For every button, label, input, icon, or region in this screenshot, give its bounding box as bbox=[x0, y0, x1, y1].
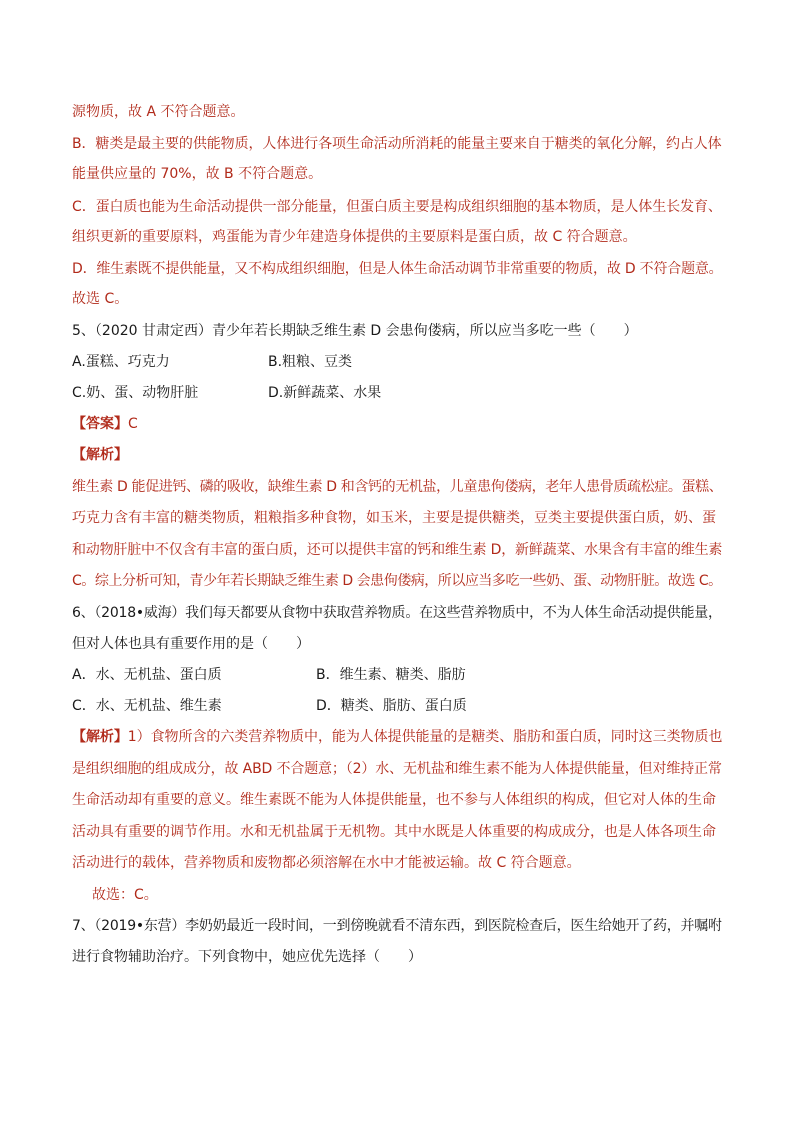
prev-answer-line-1: 源物质，故 A 不符合题意。 bbox=[72, 104, 245, 120]
analysis-text: 1）食物所含的六类营养物质中，能为人体提供能量的是糖类、脂肪和蛋白质，同时这三类物质也 bbox=[127, 729, 723, 745]
q5-option-a: A.蛋糕、巧克力 bbox=[72, 354, 170, 370]
analysis-label: 【解析】 bbox=[72, 729, 128, 745]
prev-answer-line-6: D．维生素既不提供能量，又不构成组织细胞，但是人体生命活动调节非常重要的物质，故 D 不符合题意。 bbox=[72, 261, 723, 277]
q6-option-b: B．维生素、糖类、脂肪 bbox=[316, 667, 466, 683]
q5-stem: 5、（2020 甘肃定西）青少年若长期缺乏维生素 D 会患佝偻病，所以应当多吃一些（ ） bbox=[72, 323, 638, 339]
prev-answer-line-5: 组织更新的重要原料，鸡蛋能为青少年建造身体提供的主要原料是蛋白质，故 C 符合题意。 bbox=[72, 229, 637, 245]
q6-stem-line-2: 但对人体也具有重要作用的是（ ） bbox=[72, 636, 310, 652]
q6-option-a: A．水、无机盐、蛋白质 bbox=[72, 667, 222, 683]
q5-option-b: B.粗粮、豆类 bbox=[268, 354, 353, 370]
answer-value: C bbox=[128, 416, 138, 432]
q5-analysis-label: 【解析】 bbox=[72, 447, 128, 463]
q6-stem-line-1: 6、（2018•威海）我们每天都要从食物中获取营养物质。在这些营养物质中，不为人体生命活动提供能量， bbox=[72, 605, 722, 621]
q6-conclusion: 故选：C。 bbox=[92, 887, 158, 903]
q5-analysis-line-1: 维生素 D 能促进钙、磷的吸收，缺维生素 D 和含钙的无机盐，儿童患佝偻病，老年人患骨质疏松症。蛋糕、 bbox=[72, 479, 723, 495]
q6-analysis-line-2: 是组织细胞的组成成分，故 ABD 不合题意；（2）水、无机盐和维生素不能为人体提供能量，但对维持正常 bbox=[72, 761, 722, 777]
prev-answer-line-3: 能量供应量的 70%，故 B 不符合题意。 bbox=[72, 166, 323, 182]
q6-option-c: C．水、无机盐、维生素 bbox=[72, 698, 222, 714]
q6-analysis-line-5: 活动进行的载体，营养物质和废物都必须溶解在水中才能被运输。故 C 符合题意。 bbox=[72, 855, 581, 871]
prev-answer-conclusion: 故选 C。 bbox=[72, 291, 129, 307]
q5-option-d: D.新鲜蔬菜、水果 bbox=[268, 385, 382, 401]
q5-analysis-line-4: C。综上分析可知，青少年若长期缺乏维生素 D 会患佝偻病，所以应当多吃一些奶、蛋、动物肝脏。故选 C。 bbox=[72, 573, 722, 589]
q5-option-c: C.奶、蛋、动物肝脏 bbox=[72, 385, 199, 401]
prev-answer-line-2: B．糖类是最主要的供能物质，人体进行各项生命活动所消耗的能量主要来自于糖类的氧化分解，约占人体 bbox=[72, 136, 722, 152]
q7-stem-line-1: 7、（2019•东营）李奶奶最近一段时间，一到傍晚就看不清东西，到医院检查后，医生给她开了药，并嘱咐 bbox=[72, 918, 722, 934]
q5-answer bbox=[72, 414, 138, 434]
q6-analysis-line-3: 生命活动却有重要的意义。维生素既不能为人体提供能量，也不参与人体组织的构成，但它对人体的生命 bbox=[72, 792, 716, 808]
q6-analysis-line-1 bbox=[72, 727, 722, 747]
q6-analysis-line-4: 活动具有重要的调节作用。水和无机盐属于无机物。其中水既是人体重要的构成成分，也是人体各项生命 bbox=[72, 824, 716, 840]
prev-answer-line-4: C．蛋白质也能为生命活动提供一部分能量，但蛋白质主要是构成组织细胞的基本物质，是人体生长发育、 bbox=[72, 199, 722, 215]
q6-option-d: D．糖类、脂肪、蛋白质 bbox=[316, 698, 467, 714]
q5-analysis-line-3: 和动物肝脏中不仅含有丰富的蛋白质，还可以提供丰富的钙和维生素 D，新鲜蔬菜、水果含有丰富的维生素 bbox=[72, 542, 723, 558]
answer-label: 【答案】 bbox=[72, 416, 128, 432]
q5-analysis-line-2: 巧克力含有丰富的糖类物质，粗粮指多种食物，如玉米，主要是提供糖类，豆类主要提供蛋白质，奶、蛋 bbox=[72, 510, 716, 526]
q7-stem-line-2: 进行食物辅助治疗。下列食物中，她应优先选择（ ） bbox=[72, 949, 422, 965]
